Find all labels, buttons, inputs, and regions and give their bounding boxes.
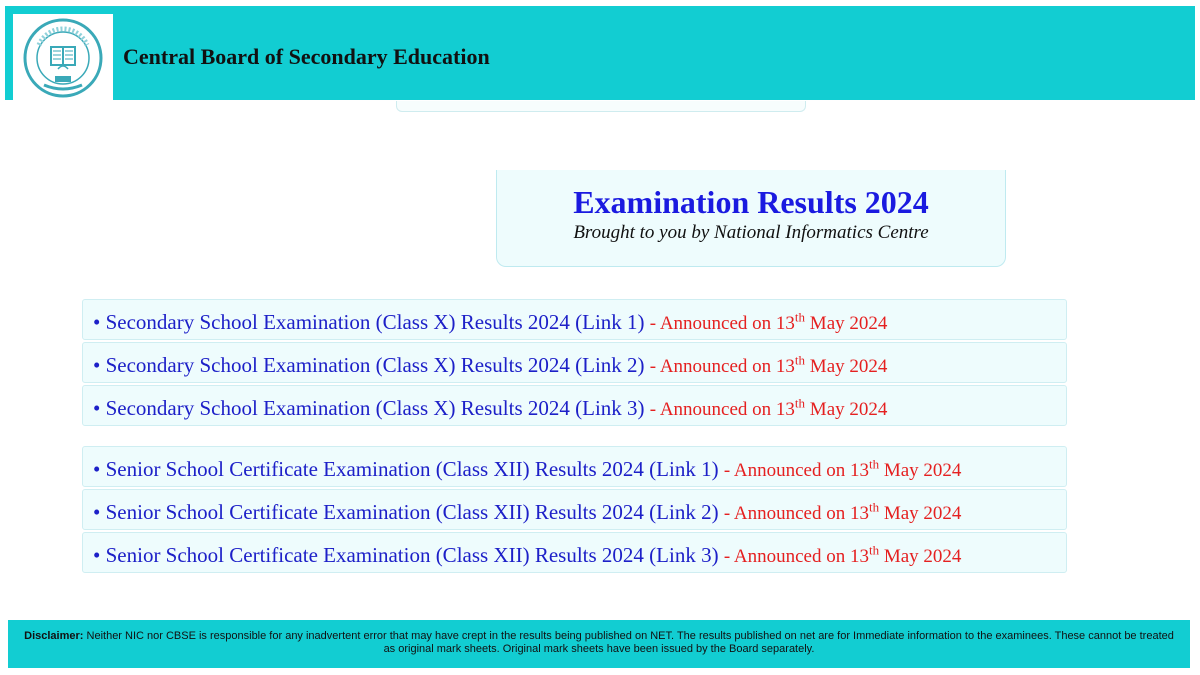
bullet: • [93,353,101,377]
nav-bar-stub [396,101,806,112]
disclaimer-footer [8,620,1190,668]
site-header [5,6,1195,100]
result-link-row[interactable] [82,385,1067,426]
bullet: • [93,500,101,524]
results-title: Examination Results 2024 [573,184,929,220]
result-link[interactable]: • Senior School Certificate Examination (Class XII) Results 2024 (Link 1) [93,457,719,481]
result-link[interactable]: • Secondary School Examination (Class X) Results 2024 (Link 3) [93,396,645,420]
result-link-row[interactable] [82,532,1067,573]
cbse-logo[interactable] [13,14,113,104]
cbse-emblem-icon [22,17,104,99]
results-subtitle: Brought to you by National Informatics Centre [573,222,929,243]
bullet: • [93,543,101,567]
result-link-row[interactable] [82,489,1067,530]
result-link[interactable]: • Senior School Certificate Examination (Class XII) Results 2024 (Link 2) [93,500,719,524]
result-link[interactable]: • Secondary School Examination (Class X) Results 2024 (Link 2) [93,353,645,377]
bullet: • [93,457,101,481]
announcement-text: - Announced on 13th May 2024 [723,542,962,567]
bullet: • [93,310,101,334]
announcement-text: - Announced on 13th May 2024 [649,352,888,377]
result-link-row[interactable] [82,446,1067,487]
announcement-text: - Announced on 13th May 2024 [723,499,962,524]
disclaimer-text: Neither NIC nor CBSE is responsible for any inadvertent error that may have crept in the results being published on NET. The results published on net are for Immediate information to the examinees. These cannot be treated as original mark sheets. Original mark sheets have been issued by the Board separately. [83,630,1174,655]
site-title: Central Board of Secondary Education [123,44,490,69]
announcement-text: - Announced on 13th May 2024 [649,395,888,420]
results-links-list [82,299,1067,575]
result-link-row[interactable] [82,342,1067,383]
result-link-row[interactable] [82,299,1067,340]
results-title-box [496,170,1006,267]
bullet: • [93,396,101,420]
result-link[interactable]: • Secondary School Examination (Class X) Results 2024 (Link 1) [93,310,645,334]
announcement-text: - Announced on 13th May 2024 [723,456,962,481]
result-link[interactable]: • Senior School Certificate Examination (Class XII) Results 2024 (Link 3) [93,543,719,567]
announcement-text: - Announced on 13th May 2024 [649,309,888,334]
disclaimer-label: Disclaimer: [24,630,84,642]
